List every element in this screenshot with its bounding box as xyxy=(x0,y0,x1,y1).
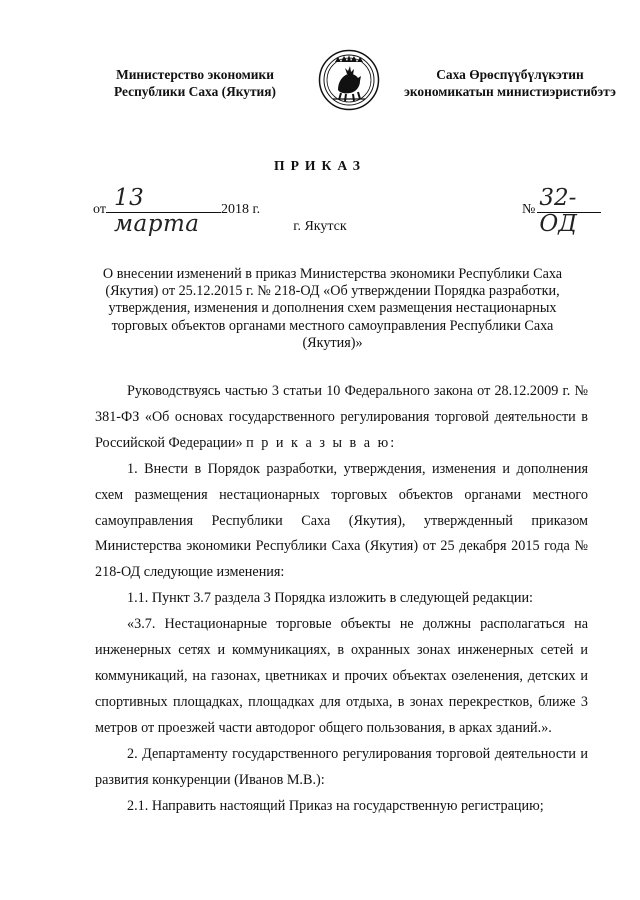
preamble-text: Руководствуясь частью 3 статьи 10 Федерального закона от 28.12.2009 г. № 381-ФЗ «Об основах государственного регулирования торговой деятельности в Российской Федерации» xyxy=(95,383,588,451)
paragraph-item-2-1: 2.1. Направить настоящий Приказ на государственную регистрацию; xyxy=(127,797,544,814)
number-prefix: № xyxy=(522,202,536,217)
coat-of-arms-emblem-icon xyxy=(318,49,380,111)
handwritten-number: 32-ОД xyxy=(539,185,577,237)
order-date xyxy=(93,185,261,237)
ministry-name-line-2: Республики Саха (Якутия) xyxy=(114,84,276,99)
date-suffix: 2018 г. xyxy=(220,202,261,217)
ministry-name-sakha-line-1: Саха Өрөспүүбүлүкэтин xyxy=(436,67,584,82)
paragraph-item-1-1: 1.1. Пункт 3.7 раздела 3 Порядка изложить в следующей редакции: xyxy=(127,590,533,607)
paragraph-quote-3-7: «3.7. Нестационарные торговые объекты не должны располагаться на инженерных сетях и коммуникациях, в охранных зонах инженерных сетей и коммуникаций, на газонах, цветниках и прочих объектах озеленения, детских и спортивных площадках, площадках для отдыха, в зонах перекрестков, ближе 3 метров от проезжей части автодорог общего пользования, в арках зданий.». xyxy=(95,616,588,736)
city-name: г. Якутск xyxy=(293,219,347,234)
order-body xyxy=(95,379,588,819)
ministry-name-russian xyxy=(95,66,295,100)
order-subject: О внесении изменений в приказ Министерства экономики Республики Саха (Якутия) от 25.12.2015 г. № 218-ОД «Об утверждении Порядка разработки, утверждения, изменения и дополнения схем размещения нестационарных торговых объектов органами местного самоуправления Республики Саха (Якутия)» xyxy=(102,266,563,351)
order-word: п р и к а з ы в а ю: xyxy=(246,434,397,451)
date-underline xyxy=(106,185,221,237)
ministry-name-line-1: Министерство экономики xyxy=(116,67,274,82)
ministry-name-sakha xyxy=(395,66,625,100)
paragraph-item-1: 1. Внести в Порядок разработки, утверждения, изменения и дополнения схем размещения нестационарных торговых объектов органами местного самоуправления Республики Саха (Якутия), утвержденный приказом Министерства экономики Республики Саха (Якутия) от 25 декабря 2015 года № 218-ОД следующие изменения: xyxy=(95,460,588,581)
order-number xyxy=(522,185,601,237)
document-title: ПРИКАЗ xyxy=(274,158,366,173)
paragraph-item-2: 2. Департаменту государственного регулирования торговой деятельности и развития конкуренции (Иванов М.В.): xyxy=(95,745,588,788)
paragraph-preamble xyxy=(95,379,588,457)
date-prefix: от xyxy=(93,202,106,217)
ministry-name-sakha-line-2: экономикатын министиэристибэтэ xyxy=(404,84,616,99)
handwritten-date: 13 марта xyxy=(113,185,200,237)
number-underline xyxy=(537,185,601,237)
